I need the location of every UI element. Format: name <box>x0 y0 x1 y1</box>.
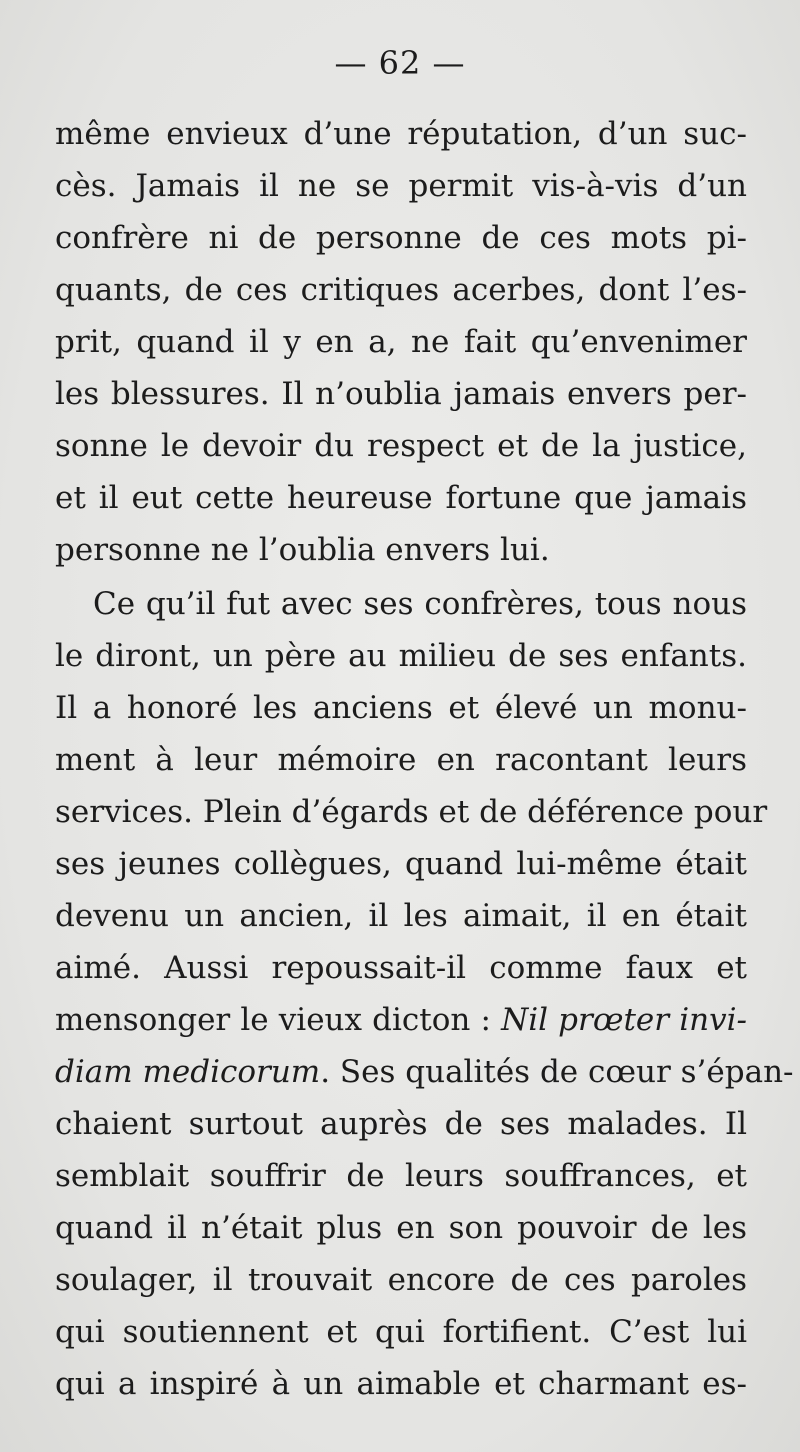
text-line: quand il n’était plus en son pouvoir de les <box>55 1210 747 1246</box>
text-line: services. Plein d’égards et de déférence pour <box>55 794 768 830</box>
text-line: confrère ni de personne de ces mots pi- <box>55 220 747 256</box>
text-line: cès. Jamais il ne se permit vis-à-vis d’un <box>55 168 747 204</box>
text-line: le diront, un père au milieu de ses enfants. <box>55 638 747 674</box>
text-line: ment à leur mémoire en racontant leurs <box>55 742 747 778</box>
text-line: devenu un ancien, il les aimait, il en était <box>55 898 747 934</box>
body-text <box>55 108 794 1410</box>
text-line-mixed <box>55 1046 794 1098</box>
latin-quote: Nil prœter invi- <box>501 1002 748 1038</box>
text-line: aimé. Aussi repoussait-il comme faux et <box>55 950 747 986</box>
text-line: les blessures. Il n’oublia jamais envers per- <box>55 376 747 412</box>
text-line: quants, de ces critiques acerbes, dont l’es- <box>55 272 747 308</box>
text-line: prit, quand il y en a, ne fait qu’envenimer <box>55 324 747 360</box>
text-line: semblait souffrir de leurs souffrances, et <box>55 1158 747 1194</box>
text-line: et il eut cette heureuse fortune que jamais <box>55 480 747 516</box>
page-number: — 62 — <box>334 44 466 82</box>
text-line: soulager, il trouvait encore de ces paroles <box>55 1262 747 1298</box>
paragraph <box>55 108 747 576</box>
text-line: Ce qu’il fut avec ses confrères, tous nous <box>93 586 747 622</box>
text-line-mixed <box>55 994 747 1046</box>
text-line: chaient surtout auprès de ses malades. Il <box>55 1106 747 1142</box>
text-line: Il a honoré les anciens et élevé un monu- <box>55 690 747 726</box>
latin-quote: diam medicorum <box>55 1054 321 1090</box>
paragraph <box>55 578 794 1410</box>
text-line: sonne le devoir du respect et de la justice, <box>55 428 747 464</box>
text-line: personne ne l’oublia envers lui. <box>55 532 550 568</box>
text-line: qui a inspiré à un aimable et charmant es- <box>55 1366 747 1402</box>
text-line: qui soutiennent et qui fortifient. C’est lui <box>55 1314 747 1350</box>
text-line: même envieux d’une réputation, d’un suc- <box>55 116 747 152</box>
text-line: ses jeunes collègues, quand lui-même était <box>55 846 747 882</box>
text-segment: . Ses qualités de cœur s’épan- <box>320 1054 794 1090</box>
text-segment: mensonger le vieux dicton : <box>55 1002 502 1038</box>
